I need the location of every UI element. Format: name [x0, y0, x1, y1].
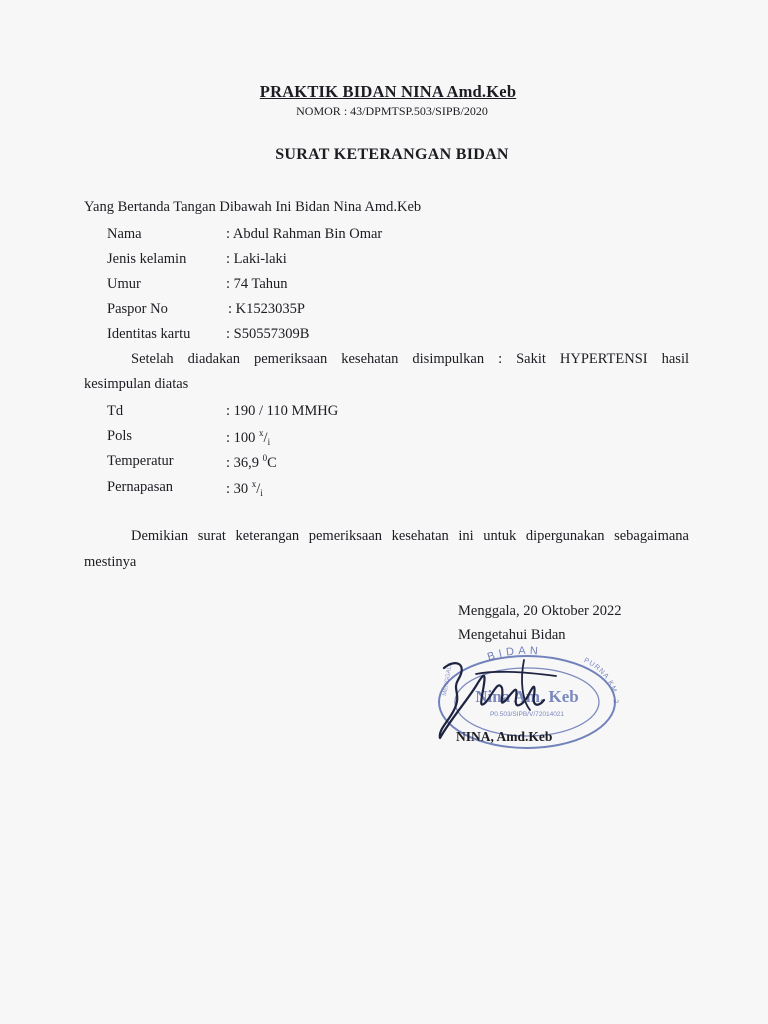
stamp-right-text: PURNA KM. 2: [582, 657, 619, 705]
closing-text-line1: Demikian surat keterangan pemeriksaan kesehatan ini untuk dipergunakan sebagaimana: [131, 528, 689, 544]
respiration-value: [226, 479, 263, 498]
signer-name: NINA, Amd.Keb: [456, 729, 553, 744]
pulse-unit-sub: i: [267, 437, 271, 447]
place-date: Menggala, 20 Oktober 2022: [458, 603, 622, 619]
conclusion-text-line1: Setelah diadakan pemeriksaan kesehatan disimpulkan : Sakit HYPERTENSI hasil: [131, 351, 689, 367]
pulse-number: : 100: [226, 430, 260, 446]
blood-pressure-value: : 190 / 110 MMHG: [226, 403, 339, 419]
age-value: : 74 Tahun: [226, 276, 288, 292]
letterhead-title-text: PRAKTIK BIDAN NINA Amd.Keb: [259, 82, 517, 101]
letterhead-number: NOMOR : 43/DPMTSP.503/SIPB/2020: [296, 104, 488, 118]
document-title: SURAT KETERANGAN BIDAN: [275, 146, 509, 163]
passport-value: : K1523035P: [228, 301, 305, 317]
temperature-number: : 36,9: [226, 455, 263, 471]
respiration-number: : 30: [226, 481, 252, 497]
stamp-top-text: BIDAN: [485, 644, 543, 664]
temperature-degree: 0: [262, 453, 268, 463]
patient-name-value: : Abdul Rahman Bin Omar: [226, 226, 383, 242]
id-card-label: Identitas kartu: [107, 326, 191, 342]
respiration-unit-slash: /: [256, 481, 261, 497]
pulse-value: [226, 428, 270, 447]
gender-value: : Laki-laki: [226, 251, 287, 267]
patient-name-label: Nama: [107, 226, 142, 242]
intro-text: Yang Bertanda Tangan Dibawah Ini Bidan Nina Amd.Keb: [84, 199, 422, 215]
letterhead-title: [0, 82, 768, 102]
stamp-left-text: MENGGALA: [442, 661, 454, 697]
acknowledged-by: Mengetahui Bidan: [458, 627, 566, 643]
temperature-label: Temperatur: [107, 453, 174, 469]
conclusion-text-line2: kesimpulan diatas: [84, 376, 189, 392]
pulse-unit-slash: /: [263, 430, 268, 446]
respiration-label: Pernapasan: [107, 479, 174, 495]
temperature-value: [226, 453, 277, 472]
pulse-unit-sup: x: [259, 428, 264, 438]
id-card-value: : S50557309B: [226, 326, 310, 342]
blood-pressure-label: Td: [107, 403, 124, 419]
respiration-unit-sub: i: [260, 488, 263, 498]
passport-label: Paspor No: [107, 301, 168, 317]
stamp-center-text: Nina Am. Keb: [475, 687, 579, 706]
age-label: Umur: [107, 276, 141, 292]
gender-label: Jenis kelamin: [107, 251, 187, 267]
respiration-unit-sup: x: [251, 479, 257, 489]
pulse-label: Pols: [107, 428, 132, 444]
temperature-unit: C: [267, 455, 277, 471]
stamp-number-text: P0.503/SIPB/V/72014021: [489, 711, 565, 718]
closing-text-line2: mestinya: [84, 554, 137, 570]
